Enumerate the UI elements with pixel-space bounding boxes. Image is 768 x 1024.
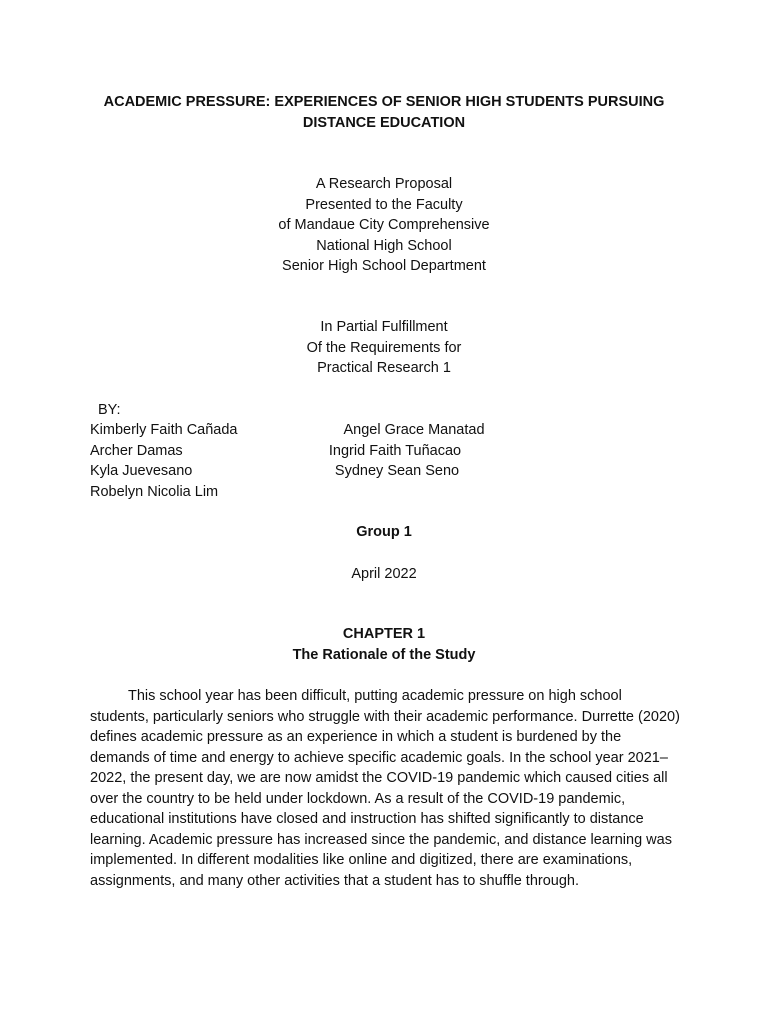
fulfillment-block [60,317,708,379]
paper-title [60,92,708,133]
author-name: Kimberly Faith Cañada [90,422,238,438]
chapter-heading [60,624,708,666]
author-name: Ingrid Faith Tuñacao [328,442,462,459]
authors-right-column [300,420,490,482]
proposal-line: Presented to the Faculty [305,196,463,213]
chapter-number: CHAPTER 1 [342,626,426,642]
proposal-line: Senior High School Department [282,258,486,274]
fulfillment-line: In Partial Fulfillment [320,319,448,335]
proposal-line: of Mandaue City Comprehensive [278,217,490,233]
rationale-paragraph: This school year has been difficult, putting academic pressure on high school students, particularly seniors who struggle with their academic performance. Durrette (2020) defines academic pressure as an experience in which a student is burdened by the demands of time and energy to achieve specific academic goals. In the school year 2021–2022, the present day, we are now amidst the COVID-19 pandemic which caused cities all over the country to be held under lockdown. As a result of the COVID-19 pandemic, educational institutions have closed and instruction has shifted significantly to distance learning. Academic pressure has increased since the pandemic, and distance learning was implemented. In different modalities like online and digitized, there are examinations, assignments, and many other activities that a student has to shuffle through. [90,688,680,889]
author-name: Robelyn Nicolia Lim [90,483,219,500]
author-name: Kyla Juevesano [90,463,193,479]
fulfillment-line: Of the Requirements for [306,339,462,356]
paper-title-line-2: DISTANCE EDUCATION [302,114,466,131]
author-name: Archer Damas [90,442,183,459]
proposal-line: A Research Proposal [315,176,453,192]
by-label: BY: [98,402,121,418]
fulfillment-line: Practical Research 1 [317,360,451,376]
author-name: Angel Grace Manatad [343,422,485,438]
author-name: Sydney Sean Seno [334,463,460,479]
proposal-line: National High School [316,237,452,254]
proposal-block [60,174,708,277]
chapter-title: The Rationale of the Study [292,647,476,663]
authors-left-column [90,420,238,502]
date-label: April 2022 [351,566,417,582]
group-label: Group 1 [356,524,412,540]
paper-title-line-1: ACADEMIC PRESSURE: EXPERIENCES OF SENIOR HIGH STUDENTS PURSUING [103,94,665,110]
